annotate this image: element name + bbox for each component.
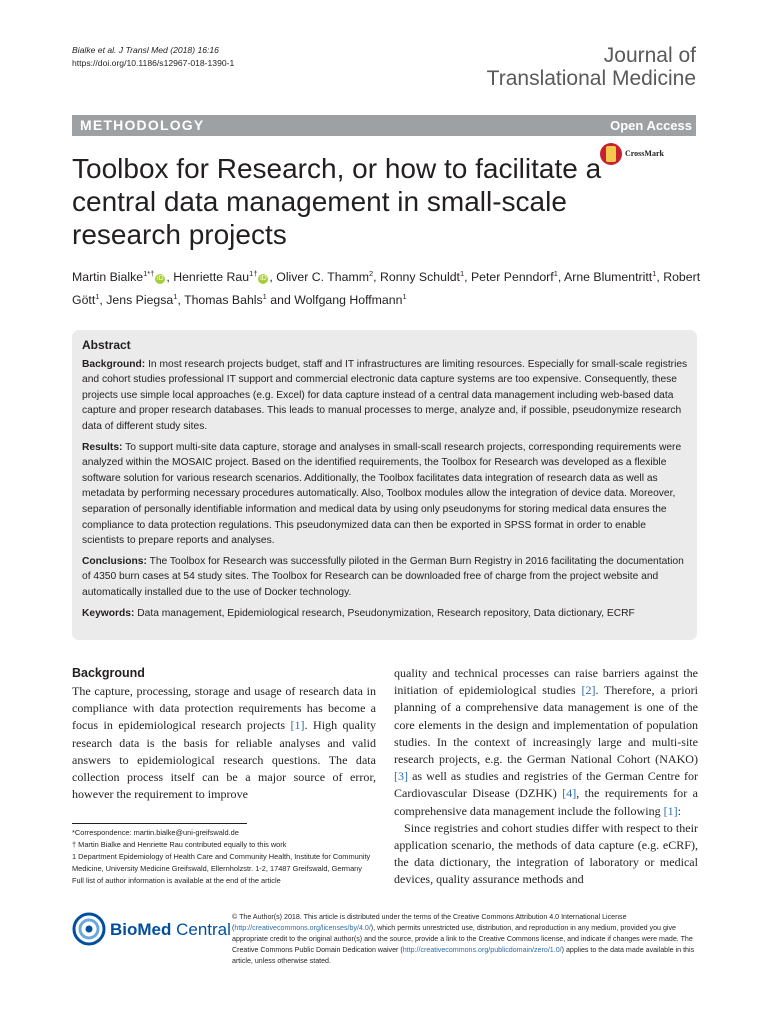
abstract-keywords-label: Keywords: <box>82 607 135 619</box>
license-statement <box>232 912 698 967</box>
abstract-conclusions-text: The Toolbox for Research was successfully piloted in the German Burn Registry in 2016 facilitating the documentation of 4350 burn cases at 54 study sites. The Toolbox for Research can be downloaded free of charge from the project website and automatically installed due to the use of Docker technology. <box>82 555 684 598</box>
footnotes <box>72 827 376 887</box>
abstract-results-label: Results: <box>82 441 123 453</box>
abstract-heading: Abstract <box>82 338 131 352</box>
body-text: The capture, processing, storage and usage of research data in compliance with data protection requirements has become a focus in epidemiological research projects <box>72 684 376 733</box>
author-affiliation-marker: 1 <box>652 269 657 278</box>
body-paragraph <box>72 683 376 803</box>
body-text: . Therefore, a priori planning of a comprehensive data management is one of the core elements in the design and implementation of population studies. In the context of increasingly large and multi-site research projects, e.g. the German National Cohort (NAKO) <box>394 683 698 767</box>
body-text: : <box>677 803 682 818</box>
license-text: © The Author(s) 2018. This article is distributed under the terms of the Creative Commons Attribution 4.0 International License ( <box>232 913 627 932</box>
abstract-background-label: Background: <box>82 358 146 370</box>
journal-name-line1: Journal of <box>603 44 696 67</box>
license-link-cc-by[interactable]: http://creativecommons.org/licenses/by/4.0/ <box>234 924 371 932</box>
abstract-conclusions-label: Conclusions: <box>82 555 147 567</box>
author-name: Ronny Schuldt <box>379 270 460 285</box>
reference-link[interactable]: [3] <box>394 769 409 784</box>
footnote-correspondence[interactable]: *Correspondence: martin.bialke@uni-greifswald.de <box>72 828 239 837</box>
open-access-label: Open Access <box>610 118 692 133</box>
body-text: , the requirements for a comprehensive data management include the following <box>394 786 698 818</box>
author-name: Thomas Bahls <box>184 293 263 308</box>
abstract-results <box>82 440 688 549</box>
crossmark-label: CrossMark <box>625 149 664 158</box>
author-affiliation-marker: 1 <box>173 292 178 302</box>
reference-link[interactable]: [2] <box>581 683 596 698</box>
body-paragraph: Since registries and cohort studies differ with respect to their application scenario, the methods of data capture (e.g. eCRF), the data dictionary, the integration of laboratory or medical devices, quality assurance methods and <box>394 820 698 887</box>
journal-name-line2: Translational Medicine <box>486 67 696 90</box>
abstract <box>82 338 688 626</box>
footnote-divider <box>72 823 247 824</box>
license-link-cc0[interactable]: http://creativecommons.org/publicdomain/zero/1.0/ <box>402 946 562 954</box>
abstract-results-text: To support multi-site data capture, storage and analyses in small-scall research projects, corresponding requirements were analyzed within the MOSAIC project. Based on the identified requirements, the Toolbox for Research was developed as a flexible software solution for various research scenarios. Additionally, the Toolbox facilitates data integration of research data as well as metadata by performing necessary procedures automatically. Also, Toolbox modules allow the integration of device data. Moreover, separation of personally identifiable information and medical data by using only pseudonyms for storing medical data ensures the compliance to data protection regulations. This pseudonymized data can then be exported in SPSS format in order to enable scientists to prepare reports and analyses. <box>82 441 682 547</box>
doi-link[interactable]: https://doi.org/10.1186/s12967-018-1390-1 <box>72 58 235 68</box>
footnote-affiliation: 1 Department Epidemiology of Health Care and Community Health, Institute for Community Medicine, University Medicine Greifswald, Ellernholzstr. 1-2, 17487 Greifswald, Germany <box>72 852 371 873</box>
footnote-full-list: Full list of author information is available at the end of the article <box>72 876 281 885</box>
author-affiliation-marker: 1 <box>553 269 558 278</box>
abstract-conclusions <box>82 554 688 601</box>
reference-link[interactable]: [1] <box>290 718 305 733</box>
biomed-central-logo <box>72 912 231 948</box>
citation-journal: Bialke et al. J Transl Med (2018) 16:16 <box>72 45 219 55</box>
author-affiliation-marker: 1 <box>262 292 267 302</box>
bmc-wordmark-bold: BioMed <box>110 920 172 939</box>
orcid-icon[interactable]: iD <box>157 275 164 283</box>
journal-name <box>487 44 696 90</box>
author-affiliation-marker: 1 <box>402 292 407 302</box>
article-title: Toolbox for Research, or how to facilitate a central data management in small-scale research projects <box>72 153 602 250</box>
author-name: Arne Blumentritt <box>564 270 653 285</box>
author-affiliation-marker: 1*† <box>143 269 155 278</box>
author-name: Wolfgang Hoffmann <box>294 293 403 308</box>
author-name: Martin Bialke <box>72 270 144 285</box>
author-affiliation-marker: 1 <box>459 269 465 278</box>
abstract-keywords <box>82 606 688 622</box>
license-text: ), which permits unrestricted use, distribution, and reproduction in any medium, provided you give appropriate credit to the original author(s) and the source, provide a link to the Creative Commons license, and indicate if changes were made. The Creative Commons Public Domain Dedication waiver ( <box>232 924 693 954</box>
section-heading-background: Background <box>72 666 145 680</box>
author-name: Oliver C. Thamm <box>276 270 369 285</box>
author-affiliation-marker: 1 <box>95 292 100 302</box>
body-text: as well as studies and registries of the German Centre for Cardiovascular Disease (DZHK) <box>394 769 698 801</box>
article-type-label: METHODOLOGY <box>80 117 205 133</box>
body-paragraph <box>394 665 698 820</box>
body-text: quality and technical processes can raise barriers against the initiation of epidemiological studies <box>394 666 698 698</box>
bmc-wordmark <box>110 920 231 940</box>
body-text: . High quality research data is the basis for reliable analyses and valid answers to epidemiological research questions. The data collection process itself can be a major source of error, however the requirement to improve <box>72 718 376 802</box>
body-column-left <box>72 665 376 803</box>
orcid-icon[interactable]: iD <box>260 275 267 283</box>
author-affiliation-marker: 2 <box>368 269 374 278</box>
license-text: ) applies to the data made available in this article, unless otherwise stated. <box>232 946 695 965</box>
author-name: Jens Piegsa <box>106 293 174 308</box>
author-affiliation-marker: 1† <box>249 269 258 278</box>
footnote-equal-contribution: † Martin Bialke and Henriette Rau contributed equally to this work <box>72 840 287 849</box>
reference-link[interactable]: [4] <box>562 786 577 801</box>
citation-header <box>72 44 234 70</box>
author-name: Henriette Rau <box>173 270 250 285</box>
author-list: Martin Bialke$^{1*\dagger}$iD , Henriette Rau$^{1\dagger}$iD , Oliver C. Thamm$^2$, Ronny Schuldt$^1$, Peter Penndorf$^1$, Arne Blumentritt$^1$, Robert Gött$^1$, Jens Piegsa$^1$, Thomas Bahls$^1$ and Wolfgang Hoffmann$^1$ <box>72 269 701 308</box>
abstract-keywords-text: Data management, Epidemiological research, Pseudonymization, Research repository, Data dictionary, ECRF <box>137 607 635 619</box>
bmc-rings-icon <box>72 912 106 946</box>
bmc-wordmark-light: Central <box>171 920 231 939</box>
abstract-background-text: In most research projects budget, staff and IT infrastructures are limiting resources. Especially for small-scale registries and cohort studies professional IT support and commercial electronic data capture systems are too expensive. Consequently, these projects use simple local approaches (e.g. Excel) for data capture instead of a central data management including web-based data capture and proper research databases. This leads to manual processes to merge, analyze and, if possible, pseudonymize research data of different study sites. <box>82 358 688 432</box>
reference-link[interactable]: [1] <box>663 803 678 818</box>
author-name: Peter Penndorf <box>470 270 554 285</box>
body-column-right <box>394 665 698 889</box>
author-name: Robert Gött <box>72 270 701 308</box>
abstract-background <box>82 357 688 435</box>
